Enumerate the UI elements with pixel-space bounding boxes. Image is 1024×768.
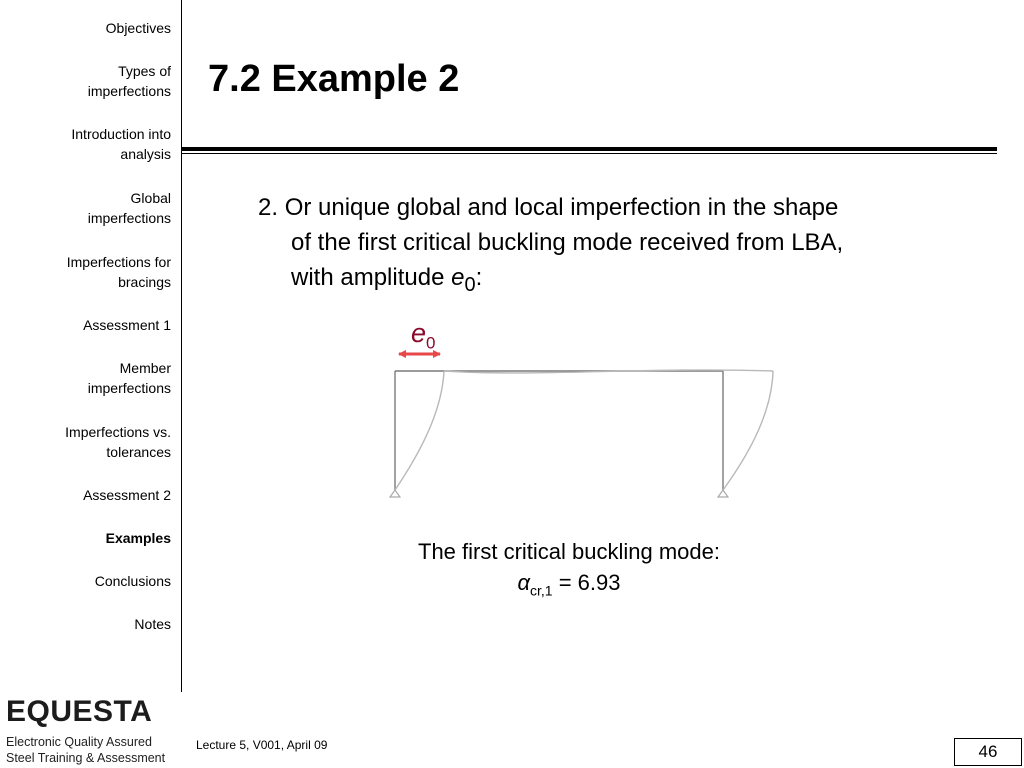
amplitude-subscript: 0: [464, 273, 476, 296]
equesta-logo: [6, 696, 181, 766]
caption-line-1: The first critical buckling mode:: [418, 539, 720, 564]
nav-item-notes[interactable]: Notes: [134, 616, 171, 632]
bullet-line-3-prefix: with amplitude: [291, 264, 452, 291]
nav-item-assessment-1[interactable]: Assessment 1: [83, 317, 171, 333]
nav-item-global-imperfections[interactable]: Global imperfections: [87, 190, 171, 226]
bullet-line-1-text: Or unique global and local imperfection in the shape: [284, 194, 839, 221]
bullet-number: 2.: [258, 194, 279, 221]
buckling-mode-diagram: [380, 350, 780, 500]
slide-title: 7.2 Example 2: [208, 58, 460, 100]
nav-item-member-imperfections[interactable]: Member imperfections: [87, 360, 171, 396]
nav-item-conclusions[interactable]: Conclusions: [94, 573, 171, 589]
bullet-line-1: [258, 190, 958, 225]
caption-line-2: [369, 567, 769, 606]
amplitude-label-subscript: 0: [426, 333, 436, 353]
bullet-line-3-suffix: :: [475, 264, 483, 291]
amplitude-label: [411, 318, 436, 353]
nav-item-imperfections-vs-tolerances[interactable]: Imperfections vs. tolerances: [65, 424, 171, 460]
logo-wordmark: EQUESTA: [6, 695, 153, 728]
nav-item-objectives[interactable]: Objectives: [105, 20, 171, 36]
title-divider-thin: [181, 153, 997, 154]
sidebar-nav: [0, 0, 182, 692]
bullet-line-3: [258, 260, 958, 303]
alpha-symbol: α: [517, 570, 531, 595]
logo-tagline-1: Electronic Quality Assured: [6, 735, 152, 749]
amplitude-label-symbol: e: [411, 318, 427, 348]
pinned-supports: [390, 490, 728, 497]
nav-item-assessment-2[interactable]: Assessment 2: [83, 487, 171, 503]
frame-undeformed: [395, 371, 723, 490]
alpha-value: = 6.93: [552, 570, 621, 595]
nav-item-imperfections-for-bracings[interactable]: Imperfections for bracings: [66, 254, 171, 290]
nav-item-types-of-imperfections[interactable]: Types of imperfections: [87, 63, 171, 99]
alpha-subscript: cr,1: [530, 582, 553, 599]
amplitude-symbol: e: [451, 264, 465, 291]
title-divider-thick: [181, 147, 997, 151]
bullet-line-2: of the first critical buckling mode received from LBA,: [291, 229, 844, 256]
footer-lecture-info: Lecture 5, V001, April 09: [196, 738, 328, 752]
page-number: 46: [954, 738, 1022, 766]
frame-buckled-shape: [395, 370, 773, 490]
nav-item-introduction-into-analysis[interactable]: Introduction into analysis: [71, 126, 171, 162]
buckling-caption: [369, 536, 769, 606]
logo-tagline-2: Steel Training & Assessment: [6, 751, 166, 765]
nav-item-examples[interactable]: Examples: [105, 530, 171, 546]
bullet-text: [258, 190, 958, 303]
